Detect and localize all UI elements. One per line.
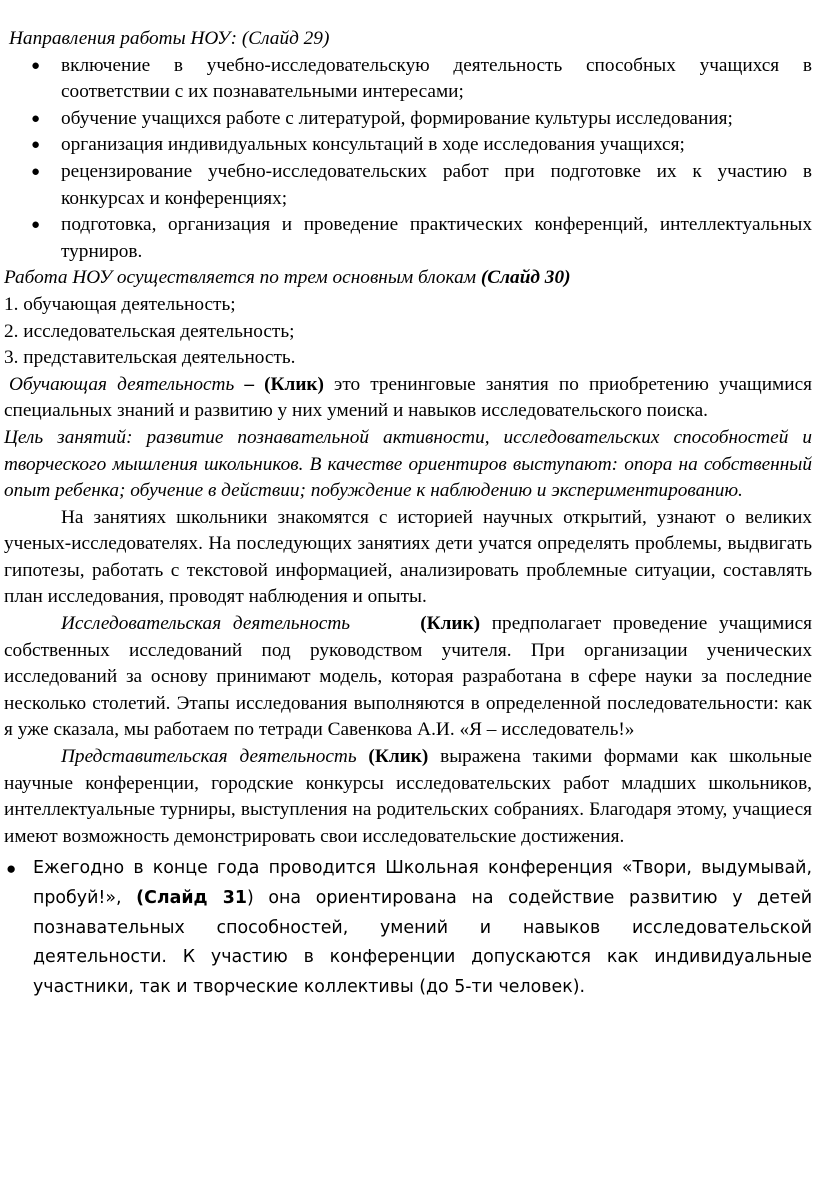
click-marker: (Клик) [264,373,324,395]
learning-term: Обучающая деятельность [9,373,235,395]
list-item: ● подготовка, организация и проведение практических конференций, интеллектуальных турниров. [31,214,812,262]
block-item: 3. представительская деятельность. [4,347,296,369]
click-marker: (Клик) [420,613,481,635]
block-item: 1. обучающая деятельность; [4,293,236,315]
list-item: ● организация индивидуальных консультаций в ходе исследования учащихся; [4,132,812,159]
learning-paragraph: Обучающая деятельность – (Клик) это тренинговые занятия по приобретению учащимися специальных знаний и развитию у них умений и навыков исследовательского поиска. [4,373,813,422]
representative-paragraph: Представительская деятельность (Клик) выражена такими формами как школьные научные конференции, городские конкурсы исследовательских работ младших школьников, интеллектуальные турниры, выступления на родительских собраниях. Благодаря этому, учащиеся имеют возможность демонстрировать свои исследовательские достижения. [4,746,812,847]
slide-reference: (Слайд 31 [136,888,247,908]
directions-list [4,53,812,266]
bullet-icon: ● [31,57,41,74]
list-item: ● обучение учащихся работе с литературой, формирование культуры исследования; [4,106,812,133]
representative-term: Представительская деятельность [61,746,357,768]
block-item: 2. исследовательская деятельность; [4,320,295,342]
click-marker: (Клик) [368,746,429,768]
bullet-icon: ● [31,137,41,154]
list-item: ● рецензирование учебно-исследовательских работ при подготовке их к участию в конкурсах и конференциях; [31,160,812,209]
lessons-paragraph: На занятиях школьники знакомятся с историей научных открытий, узнают о великих ученых-исследователях. На последующих занятиях дети учатся определять проблемы, выдвигать гипотезы, работать с текстовой информацией, анализировать проблемные ситуации, составлять план исследования, проводят наблюдения и опыты. [4,506,812,608]
directions-heading: Направления работы НОУ: (Слайд 29) [9,28,330,49]
bullet-icon: ● [6,859,17,879]
conference-paragraph: ● Ежегодно в конце года проводится Школьная конференция «Твори, выдумывай, пробуй!», (Слайд 31) она ориентирована на содействие развитию у детей познавательных способностей, умений и навыков исследовательской деятельности. К участию в конференции допускаются как индивидуальные участники, так и творческие коллективы (до 5-ти человек). [4,854,812,1002]
slide-reference: (Слайд 30) [480,267,571,289]
list-item: ● включение в учебно-исследовательскую деятельность способных учащихся в соответствии с их познавательными интересами; [31,54,812,103]
bullet-icon: ● [31,110,41,127]
blocks-intro: Работа НОУ осуществляется по трем основным блокам (Слайд 30) [4,267,571,289]
bullet-icon: ● [31,217,41,234]
goal-paragraph: Цель занятий: развитие познавательной активности, исследовательских способностей и творческого мышления школьников. В качестве ориентиров выступают: опора на собственный опыт ребенка; обучение в действии; побуждение к наблюдению и экспериментированию. [4,426,812,502]
research-term: Исследовательская деятельность [61,613,351,635]
bullet-icon: ● [31,163,41,180]
research-paragraph: Исследовательская деятельность (Клик) предполагает проведение учащимися собственных исследований под руководством учителя. При организации ученических исследований за основу принимают модель, которая разработана в сфере науки за последние несколько столетий. Этапы исследования выполняются в определенной последовательности: как я уже сказала, мы работаем по тетради Савенкова А.И. «Я – исследователь!» [4,613,813,741]
